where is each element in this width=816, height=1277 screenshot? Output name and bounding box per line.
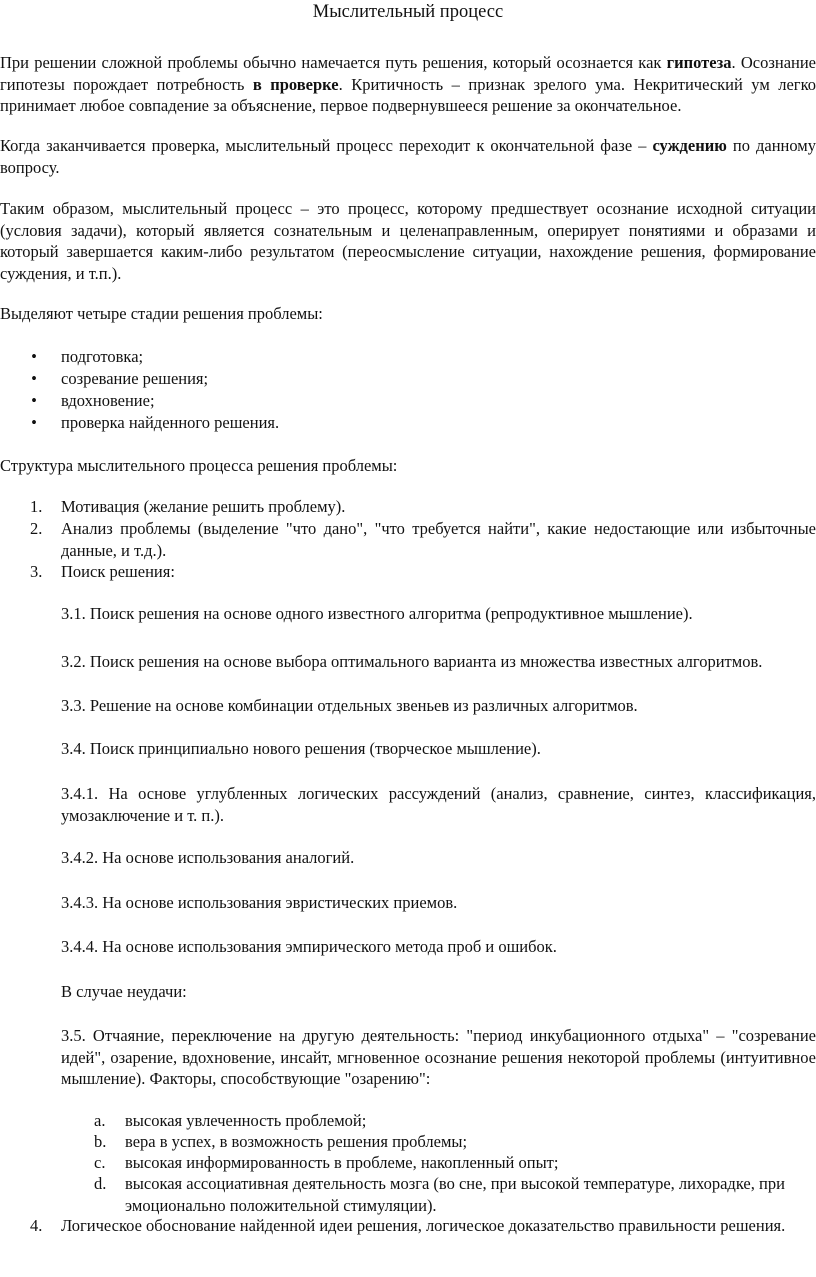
factor-letter: c. (94, 1153, 106, 1172)
substep-3-4: 3.4. Поиск принципиально нового решения (творческое мышление). (61, 739, 541, 758)
factor-text: вера в успех, в возможность решения проблемы; (125, 1132, 468, 1151)
bullet-marker: • (31, 347, 37, 366)
bullet-marker: • (31, 369, 37, 388)
step-number: 1. (30, 497, 43, 516)
step-text: Логическое обоснование найденной идеи решения, логическое доказательство правильности решения. (61, 1216, 786, 1235)
step-number: 3. (30, 562, 43, 581)
failure-note: В случае неудачи: (61, 982, 187, 1001)
substep-3-4-2: 3.4.2. На основе использования аналогий. (61, 848, 355, 867)
substep-3-5: 3.5. Отчаяние, переключение на другую деятельность: "период инкубационного отдыха" – "созревание идей", озарение, вдохновение, инсайт, мгновенное осознание решения некоторой проблемы (интуитивное мышление). Факторы, способствующие "озарению": (61, 1026, 816, 1088)
judgement-text-1: Когда заканчивается проверка, мыслительный процесс переходит к окончательной фазе – (0, 136, 653, 155)
judgement-term: суждению (652, 136, 727, 155)
factor-letter: b. (94, 1132, 107, 1151)
substep-3-2: 3.2. Поиск решения на основе выбора оптимального варианта из множества известных алгоритмов. (61, 652, 763, 671)
hypothesis-term: гипотеза (666, 53, 732, 72)
document-title: Мыслительный процесс (312, 2, 504, 22)
step-text: Мотивация (желание решить проблему). (61, 497, 346, 516)
intro-text-3: . Критичность – признак зрелого ума. Некритический ум легко принимает любое совпадение за объяснение, первое подвернувшееся решение за окончательное. (0, 74, 816, 115)
stages-intro: Выделяют четыре стадии решения проблемы: (0, 304, 323, 323)
bullet-marker: • (31, 391, 37, 410)
step-text: Анализ проблемы (выделение "что дано", "что требуется найти", какие недостающие или избыточные данные, и т.д.). (61, 519, 816, 560)
summary-paragraph: Таким образом, мыслительный процесс – это процесс, которому предшествует осознание исходной ситуации (условия задачи), который является сознательным и целенаправленным, оперирует понятиями и образами и который завершается каким-либо результатом (переосмысление ситуации, нахождение решения, формирование суждения, и т.п.). (0, 199, 816, 283)
list-item: проверка найденного решения. (61, 413, 280, 432)
substep-3-3: 3.3. Решение на основе комбинации отдельных звеньев из различных алгоритмов. (61, 696, 638, 715)
factor-text: высокая информированность в проблеме, накопленный опыт; (125, 1153, 559, 1172)
factor-text: высокая увлеченность проблемой; (125, 1111, 367, 1130)
verification-term: в проверке (252, 74, 339, 94)
factor-letter: d. (94, 1174, 107, 1193)
step-text: Поиск решения: (61, 562, 175, 581)
judgement-text-2: по данному вопросу. (0, 136, 816, 177)
step-number: 2. (30, 519, 43, 538)
intro-text-1: При решении сложной проблемы обычно намечается путь решения, который осознается как (0, 53, 667, 72)
substep-3-1: 3.1. Поиск решения на основе одного известного алгоритма (репродуктивное мышление). (61, 604, 693, 623)
bullet-marker: • (31, 413, 37, 432)
factor-letter: a. (94, 1111, 106, 1130)
intro-text-2: . Осознание гипотезы порождает потребность (0, 53, 816, 94)
factor-text: высокая ассоциативная деятельность мозга (во сне, при высокой температуре, лихорадке, при эмоционально положительной стимуляции). (125, 1174, 785, 1215)
substep-3-4-1: 3.4.1. На основе углубленных логических рассуждений (анализ, сравнение, синтез, классификация, умозаключение и т. п.). (61, 784, 816, 825)
substep-3-4-3: 3.4.3. На основе использования эвристических приемов. (61, 893, 458, 912)
substep-3-4-4: 3.4.4. На основе использования эмпирического метода проб и ошибок. (61, 937, 557, 956)
judgement-paragraph (0, 135, 816, 178)
step-number: 4. (30, 1216, 43, 1235)
list-item: вдохновение; (61, 391, 155, 410)
intro-paragraph (0, 52, 816, 117)
list-item: подготовка; (61, 347, 144, 366)
list-item: созревание решения; (61, 369, 209, 388)
structure-intro: Структура мыслительного процесса решения проблемы: (0, 456, 398, 475)
